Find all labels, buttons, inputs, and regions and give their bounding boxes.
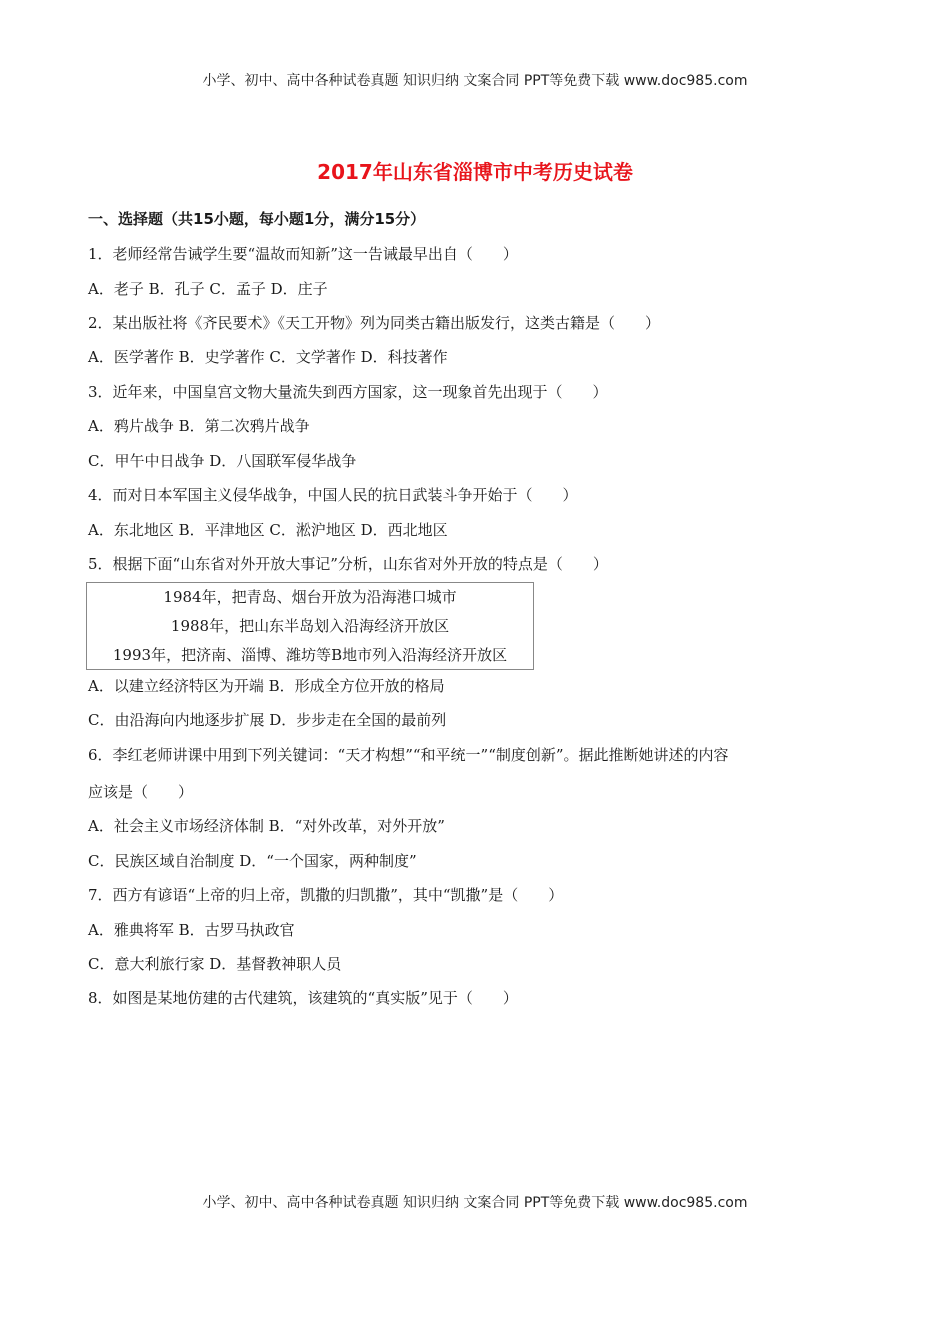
question-3-options-b: C．甲午中日战争 D．八国联军侵华战争 [88,452,357,470]
question-6: 6．李红老师讲课中用到下列关键词：“天才构想”“和平统一”“制度创新”。据此推断她讲述的内容 [88,746,729,764]
question-4-options: A．东北地区 B．平津地区 C．淞沪地区 D．西北地区 [88,521,448,539]
question-3-options-a: A．鸦片战争 B．第二次鸦片战争 [88,417,310,435]
section-heading: 一、选择题（共15小题，每小题1分，满分15分） [88,210,426,228]
question-2-options: A．医学著作 B．史学著作 C．文学著作 D．科技著作 [88,348,448,366]
question-5: 5．根据下面“山东省对外开放大事记”分析，山东省对外开放的特点是（ ） [88,555,608,573]
question-6-options-a: A．社会主义市场经济体制 B．“对外改革，对外开放” [88,817,445,835]
question-5-options-b: C．由沿海向内地逐步扩展 D．步步走在全国的最前列 [88,711,447,729]
question-7: 7．西方有谚语“上帝的归上帝，凯撒的归凯撒”，其中“凯撒”是（ ） [88,886,564,904]
page-header: 小学、初中、高中各种试卷真题 知识归纳 文案合同 PPT等免费下载 www.doc985.com [202,73,748,89]
question-6-cont: 应该是（ ） [88,783,194,801]
events-table-box [86,582,534,670]
event-row: 1993年，把济南、淄博、潍坊等B地市列入沿海经济开放区 [112,646,508,664]
question-2: 2．某出版社将《齐民要术》《天工开物》列为同类古籍出版发行，这类古籍是（ ） [88,314,661,332]
question-7-options-b: C．意大利旅行家 D．基督教神职人员 [88,955,342,973]
page-footer: 小学、初中、高中各种试卷真题 知识归纳 文案合同 PPT等免费下载 www.doc985.com [202,1195,748,1211]
event-row: 1988年，把山东半岛划入沿海经济开放区 [170,617,450,635]
event-row: 1984年，把青岛、烟台开放为沿海港口城市 [163,588,457,606]
question-8: 8．如图是某地仿建的古代建筑，该建筑的“真实版”见于（ ） [88,989,518,1007]
question-1: 1．老师经常告诫学生要“温故而知新”这一告诫最早出自（ ） [88,245,518,263]
question-5-options-a: A．以建立经济特区为开端 B．形成全方位开放的格局 [88,677,445,695]
question-4: 4．而对日本军国主义侵华战争，中国人民的抗日武装斗争开始于（ ） [88,486,578,504]
page-title: 2017年山东省淄博市中考历史试卷 [317,160,633,184]
question-3: 3．近年来，中国皇宫文物大量流失到西方国家，这一现象首先出现于（ ） [88,383,608,401]
question-7-options-a: A．雅典将军 B．古罗马执政官 [88,921,295,939]
question-1-options: A．老子 B．孔子 C．孟子 D．庄子 [88,280,328,298]
question-6-options-b: C．民族区域自治制度 D．“一个国家，两种制度” [88,852,417,870]
